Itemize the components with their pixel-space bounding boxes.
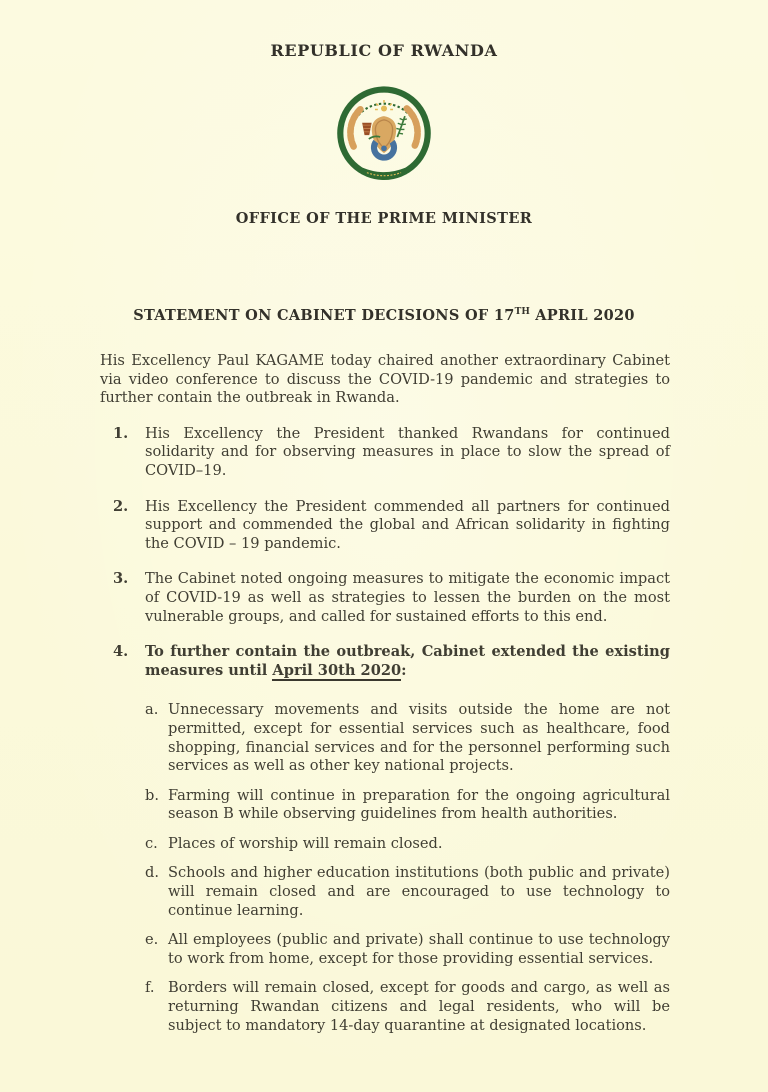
item-text: Farming will continue in preparation for the ongoing agricultural season B while observing guidelines from health authorities. [168,786,670,823]
lettered-item [145,835,670,854]
item-letter: f. [145,979,155,997]
item-text: Schools and higher education institutions (both public and private) will remain closed and are encouraged to use technology to continue learning. [168,864,670,919]
numbered-item [100,570,670,626]
lettered-item [145,701,670,775]
numbered-item-4 [100,643,670,680]
item-letter: c. [145,834,158,852]
lettered-list [100,701,670,1035]
numbered-item [100,425,670,481]
statement-body [100,352,670,1035]
lettered-item [145,787,670,824]
item-text: The Cabinet noted ongoing measures to mitigate the economic impact of COVID-19 as well as strategies to lessen the burden on the most vulnerable groups, and called for sustained efforts to this end. [145,570,670,625]
item-text [145,643,670,680]
item-text: All employees (public and private) shall continue to use technology to work from home, except for those providing essential services. [168,931,670,967]
statement-title-suffix: APRIL 2020 [529,307,635,324]
item-number: 2. [113,497,129,515]
item4-text-after: : [401,661,407,679]
item-text: Unnecessary movements and visits outside the home are not permitted, except for essential services such as healthcare, food shopping, financial services and for the personnel performing such services as well as other key national projects. [168,701,670,775]
item-text: Borders will remain closed, except for goods and cargo, as well as returning Rwandan citizens and legal residents, who will be subject to mandatory 14-day quarantine at designated locations. [168,979,670,1034]
item-letter: d. [145,864,159,882]
lettered-item [145,931,670,968]
lettered-item [145,864,670,920]
item-letter: e. [145,931,159,949]
numbered-item [100,498,670,554]
item-number: 3. [113,570,129,588]
statement-title-superscript: TH [514,307,530,318]
item-number: 1. [113,424,129,442]
item-letter: b. [145,786,159,804]
item-text: His Excellency the President thanked Rwandans for continued solidarity and for observing measures in place to slow the spread of COVID–19. [145,424,670,479]
item4-underlined-date: April 30th 2020 [272,661,402,679]
item-text: His Excellency the President commended all partners for continued support and commended the global and African solidarity in fighting the COVID – 19 pandemic. [145,497,670,552]
item4-text-before: To further contain the outbreak, Cabinet extended the existing measures until [145,643,670,679]
numbered-list [100,425,670,626]
statement-title [0,307,768,324]
item-text: Places of worship will remain closed. [168,834,443,852]
statement-title-text: STATEMENT ON CABINET DECISIONS OF 17 [133,307,515,324]
intro-paragraph: His Excellency Paul KAGAME today chaired another extraordinary Cabinet via video conference to discuss the COVID-19 pandemic and strategies to further contain the outbreak in Rwanda. [100,352,670,407]
item-number: 4. [113,643,129,661]
lettered-item [145,979,670,1035]
country-title: REPUBLIC OF RWANDA [270,41,498,60]
office-title: OFFICE OF THE PRIME MINISTER [235,210,533,227]
item-letter: a. [145,701,159,719]
rwanda-coat-of-arms-emblem [327,80,441,194]
